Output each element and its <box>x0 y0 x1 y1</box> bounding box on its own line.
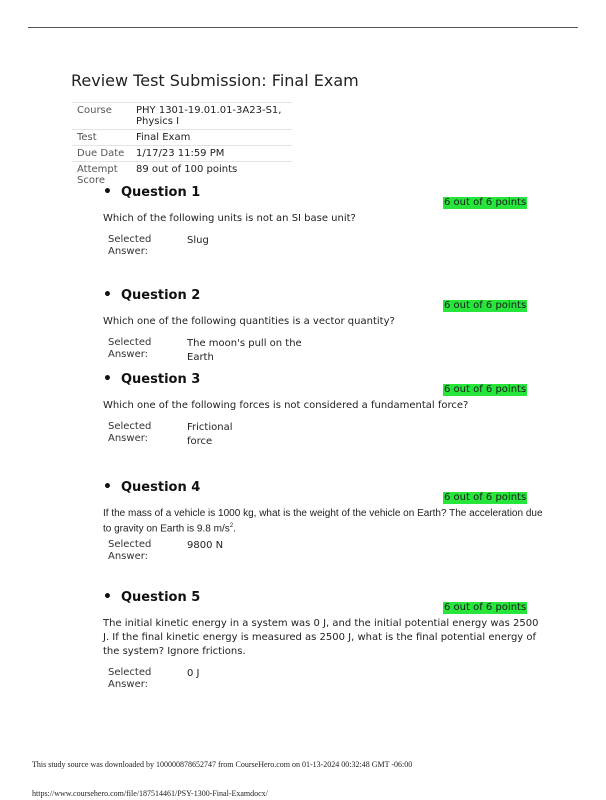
question-heading <box>103 287 200 303</box>
question-text: The initial kinetic energy in a system was 0 J, and the initial potential energy was 2500 J. If the final kinetic energy is measured as 2500 J, what is the final potential energy of the system? Ignore frictions. <box>103 618 539 657</box>
page-title: Review Test Submission: Final Exam <box>71 71 359 90</box>
question-title: Question 5 <box>121 590 201 605</box>
info-label: Attempt Score <box>72 162 131 189</box>
points-badge: 6 out of 6 points <box>444 300 527 311</box>
selected-answer-label: Selected Answer: <box>108 234 152 257</box>
question-heading <box>103 479 200 495</box>
selected-answer-value: Slug <box>187 235 209 246</box>
bullet-icon: • <box>103 479 112 495</box>
points-badge: 6 out of 6 points <box>444 492 527 503</box>
question-title: Question 1 <box>121 185 201 200</box>
info-value: 89 out of 100 points <box>131 162 292 189</box>
info-value: 1/17/23 11:59 PM <box>131 146 292 162</box>
info-value: Final Exam <box>131 130 292 146</box>
selected-answer-label: Selected Answer: <box>108 421 152 444</box>
source-url[interactable]: https://www.coursehero.com/file/187514461/PSY-1300-Final-Examdocx/ <box>32 789 268 798</box>
question-text-main: If the mass of a vehicle is 1000 kg, what is the weight of the vehicle on Earth? The acceleration due to gravity on Earth is 9.8 m/s <box>103 508 543 535</box>
selected-answer-label: Selected Answer: <box>108 667 152 690</box>
info-label: Test <box>72 130 131 146</box>
top-divider <box>28 27 578 28</box>
question-text-end: . <box>233 523 236 535</box>
points-badge: 6 out of 6 points <box>444 384 527 395</box>
info-row-due-date <box>72 146 292 162</box>
selected-answer-label: Selected Answer: <box>108 539 152 562</box>
question-text: Which one of the following forces is not considered a fundamental force? <box>103 400 469 411</box>
points-badge: 6 out of 6 points <box>444 197 527 208</box>
question-title: Question 3 <box>121 372 201 387</box>
question-title: Question 2 <box>121 288 201 303</box>
bullet-icon: • <box>103 589 112 605</box>
question-title: Question 4 <box>121 480 201 495</box>
question-heading <box>103 184 200 200</box>
bullet-icon: • <box>103 184 112 200</box>
points-badge: 6 out of 6 points <box>444 602 527 613</box>
question-text <box>103 507 543 535</box>
selected-answer-value: The moon's pull on the Earth <box>187 338 302 363</box>
download-notice: This study source was downloaded by 100000878652747 from CourseHero.com on 01-13-2024 00:32:48 GMT -06:00 <box>32 760 413 769</box>
selected-answer-value: Frictional force <box>187 422 233 447</box>
info-label: Due Date <box>72 146 131 162</box>
selected-answer-value: 9800 N <box>187 540 224 551</box>
bullet-icon: • <box>103 371 112 387</box>
question-text: Which of the following units is not an SI base unit? <box>103 213 356 224</box>
bullet-icon: • <box>103 287 112 303</box>
question-heading <box>103 589 200 605</box>
question-heading <box>103 371 200 387</box>
superscript: 2 <box>229 523 234 529</box>
selected-answer-label: Selected Answer: <box>108 337 152 360</box>
info-label: Course <box>72 103 131 130</box>
info-value: PHY 1301-19.01.01-3A23-S1, Physics I <box>131 103 292 130</box>
info-row-test <box>72 130 292 146</box>
submission-info-table <box>72 102 292 188</box>
info-row-course <box>72 103 292 130</box>
question-text: Which one of the following quantities is a vector quantity? <box>103 316 395 327</box>
selected-answer-value: 0 J <box>187 668 200 679</box>
